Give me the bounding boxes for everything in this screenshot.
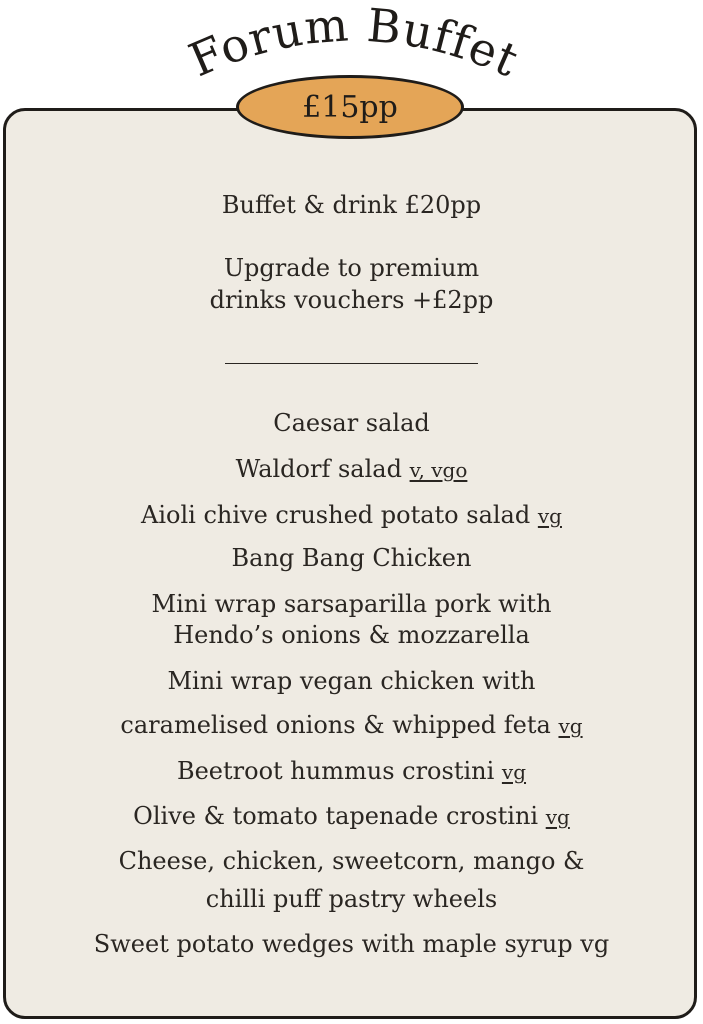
menu-item: Olive & tomato tapenade crostini vg <box>133 802 570 830</box>
menu-item: Mini wrap vegan chicken with <box>167 667 536 695</box>
menu-item: Beetroot hummus crostini vg <box>176 757 527 785</box>
dietary-tag: vg <box>545 805 570 829</box>
menu-item-continued: chilli puff pastry wheels <box>205 885 498 913</box>
menu-item: Mini wrap sarsaparilla pork with <box>151 590 552 618</box>
dietary-tag: v, vgo <box>409 458 468 482</box>
menu-item: Caesar salad <box>273 409 430 437</box>
menu-item: Bang Bang Chicken <box>231 544 472 572</box>
buffet-drink-price: Buffet & drink £20pp <box>221 191 482 219</box>
dietary-tag: vg <box>537 504 562 528</box>
menu-item-continued: caramelised onions & whipped feta vg <box>120 711 583 739</box>
section-divider <box>225 363 478 364</box>
menu-item: Sweet potato wedges with maple syrup vg <box>93 930 610 958</box>
menu-item: Cheese, chicken, sweetcorn, mango & <box>118 847 585 875</box>
price-badge: £15pp <box>236 75 464 139</box>
menu-item-continued: Hendo’s onions & mozzarella <box>173 621 530 649</box>
dietary-tag: vg <box>501 760 527 784</box>
menu-item: Aioli chive crushed potato salad vg <box>141 501 562 529</box>
dietary-tag: vg <box>558 714 583 738</box>
menu-title-text: Forum Buffet <box>181 0 527 88</box>
upgrade-line-2: drinks vouchers +£2pp <box>209 286 494 314</box>
upgrade-line-1: Upgrade to premium <box>223 254 480 282</box>
menu-item: Waldorf salad v, vgo <box>235 455 468 483</box>
